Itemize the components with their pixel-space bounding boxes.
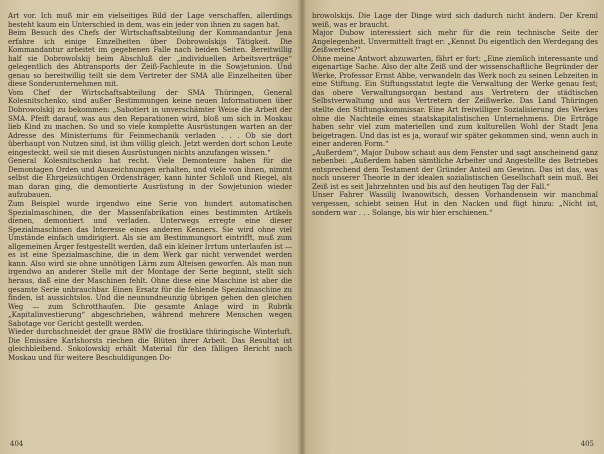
paragraph: Vom Chef der Wirtschaftsabteilung der SMA Thüringen, General Kolesnitschenko, sind außer Bestimmungen keine neuen Informationen über Dobrowolskij zu bekommen: „Sabotiert in unverschämter Weise die Arbeit der SMA. Pfeift darauf, was aus den Reparationen wird, bloß um sich in Moskau lieb Kind zu machen. So und so viele komplette Ausrüstungen warten an der Adresse des Ministeriums für Feinmechanik verladen . . . Ob sie dort überhaupt von Nutzen sind, ist ihm völlig gleich. Jetzt werden dort schon Leute eingesteckt, weil sie mit diesen Ausrüstungen nichts anzufangen wissen.“ [8, 87, 292, 157]
paragraph: General Kolesnitschenko hat recht. Viele Demonteure haben für die Demontagen Orden und Auszeichnungen erhalten, und viele von ihnen, nimmt selbst die Ehrgeizsüchtigen Ordensträger, kann hinter Schloß und Riegel, als man daran ging, die demontierte Ausrüstung in der Sowjetunion wieder aufzubauen. [8, 156, 292, 200]
paragraph: „Außerdem“, Major Dubow schaut aus dem Fenster und sagt anscheinend ganz nebenbei: „Außerdem haben sämtliche Arbeiter und Angestellte des Betriebes entsprechend dem Testament der Gründer Anteil am Gewinn. Das ist das, was noch unserer Theorie in der idealen sozialistischen Gesellschaft sein muß. Bei Zeiß ist es seit Jahrzehnten und bis auf den heutigen Tag der Fall.“ [312, 147, 598, 191]
paragraph: browolskijs. Die Lage der Dinge wird sich dadurch nicht ändern. Der Kreml weiß, was er braucht. [312, 11, 598, 29]
page-number: 405 [580, 440, 594, 448]
paragraph: Beim Besuch des Chefs der Wirtschaftsabteilung der Kommandantur Jena erfahre ich einige Einzelheiten über Dobrowolskijs Tätigkeit. Die Kommandantur arbeitet im gegebenen Falle nach beiden Seiten. Bereitwillig half sie Dobrowolskij beim Abschluß der „individuellen Arbeitsverträge“ gelegentlich des Abtransports der Zeiß-Fachleute in die Sowjetunion. Und genau so bereitwillig teilt sie dem Vertreter der SMA alle Einzelheiten über diese Sonderunternehmen mit. [8, 28, 292, 89]
paragraph: Zum Beispiel wurde irgendwo eine Serie von hundert automatischen Spezialmaschinen, die der Massenfabrikation eines bestimmten Artikels dienen, demontiert und verladen. Unterwegs erregte eine dieser Spezialmaschinen das Interesse eines anderen Kenners. Sie wird ohne viel Umstände einfach umdirigiert. Als sie am Bestimmungsort eintrifft, muß zum allgemeinen Ärger festgestellt werden, daß ein kleiner Irrtum unterlaufen ist — es ist eine Spezialmaschine, die in dem Werk gar nicht verwendet werden kann. Also wird sie ohne unnötigen Lärm zum Alteisen geworfen. Als man nun irgendwo an anderer Stelle mit der Montage der Serie beginnt, stellt sich heraus, daß eine der Maschinen fehlt. Ohne diese eine Maschine ist aber die gesamte Serie unbrauchbar. Einen Ersatz für die fehlende Spezialmaschine zu finden, ist aussichtslos. Und die neunundneunzig übrigen gehen den gleichen Weg — zum Schrotthaufen. Die gesamte Anlage wird in Rubrik „Kapitalinvestierung“ abgeschrieben, während mehrere Menschen wegen Sabotage vor Gericht gestellt werden. [8, 199, 292, 328]
right-page [302, 0, 604, 454]
page-number: 404 [10, 440, 24, 448]
paragraph: Wieder durchschneidet der graue BMW die frostklare thüringische Winterluft. Die Emissäre Karlshorsts riechen die Blüten ihrer Arbeit. Das Resultat ist gleichbleibend. Sokolowskij erhält Material für den fälligen Bericht nach Moskau und für weitere Beschuldigungen Do- [8, 327, 292, 362]
paragraph: Ohne meine Antwort abzuwarten, fährt er fort: „Eine ziemlich interessante und eigenartige Sache. Also der alte Zeiß und der wissenschaftliche Begründer der Werke, Professor Ernst Abbe, verwandeln das Werk noch zu seinen Lebzeiten in eine Stiftung. Ein Stiftungsstatut legte die Verwaltung der Werke genau fest; das obere Verwaltungsorgan bestand aus Vertretern der städtischen Selbstverwaltung und aus Vertretern der Zeißwerke. Das Land Thüringen stellte den Stiftungskommissar. Eine Art freiwilliger Sozialisierung des Werkes ohne die Nachteile eines staatskapitalistischen Unternehmens. Die Erträge haben sehr viel zum materiellen und zum kulturellen Wohl der Stadt Jena beigetragen. Und das ist es ja, worauf wir später gekommen sind, wenn auch in einer anderen Form.“ [312, 53, 598, 149]
right-page-text [312, 12, 598, 217]
book-gutter [298, 0, 306, 454]
paragraph: Unser Fahrer Wassilij Iwanowitsch, dessen Vorhandensein wir manchmal vergessen, schiebt seinen Hut in den Nacken und fügt hinzu: „Nicht ist, sondern war . . . Solange, bis wir hier erschienen.“ [312, 190, 598, 217]
paragraph: Major Dubow interessiert sich mehr für die rein technische Seite der Angelegenheit. Unvermittelt fragt er: „Kennst Du eigentlich den Werdegang des Zeißwerkes?“ [312, 28, 598, 55]
left-page-text [8, 12, 292, 362]
paragraph: Art vor. Ich muß mir ein vielseitiges Bild der Lage verschaffen, allerdings besteht kaum ein Unterschied in dem, was ein jeder von ihnen zu sagen hat. [8, 11, 292, 29]
